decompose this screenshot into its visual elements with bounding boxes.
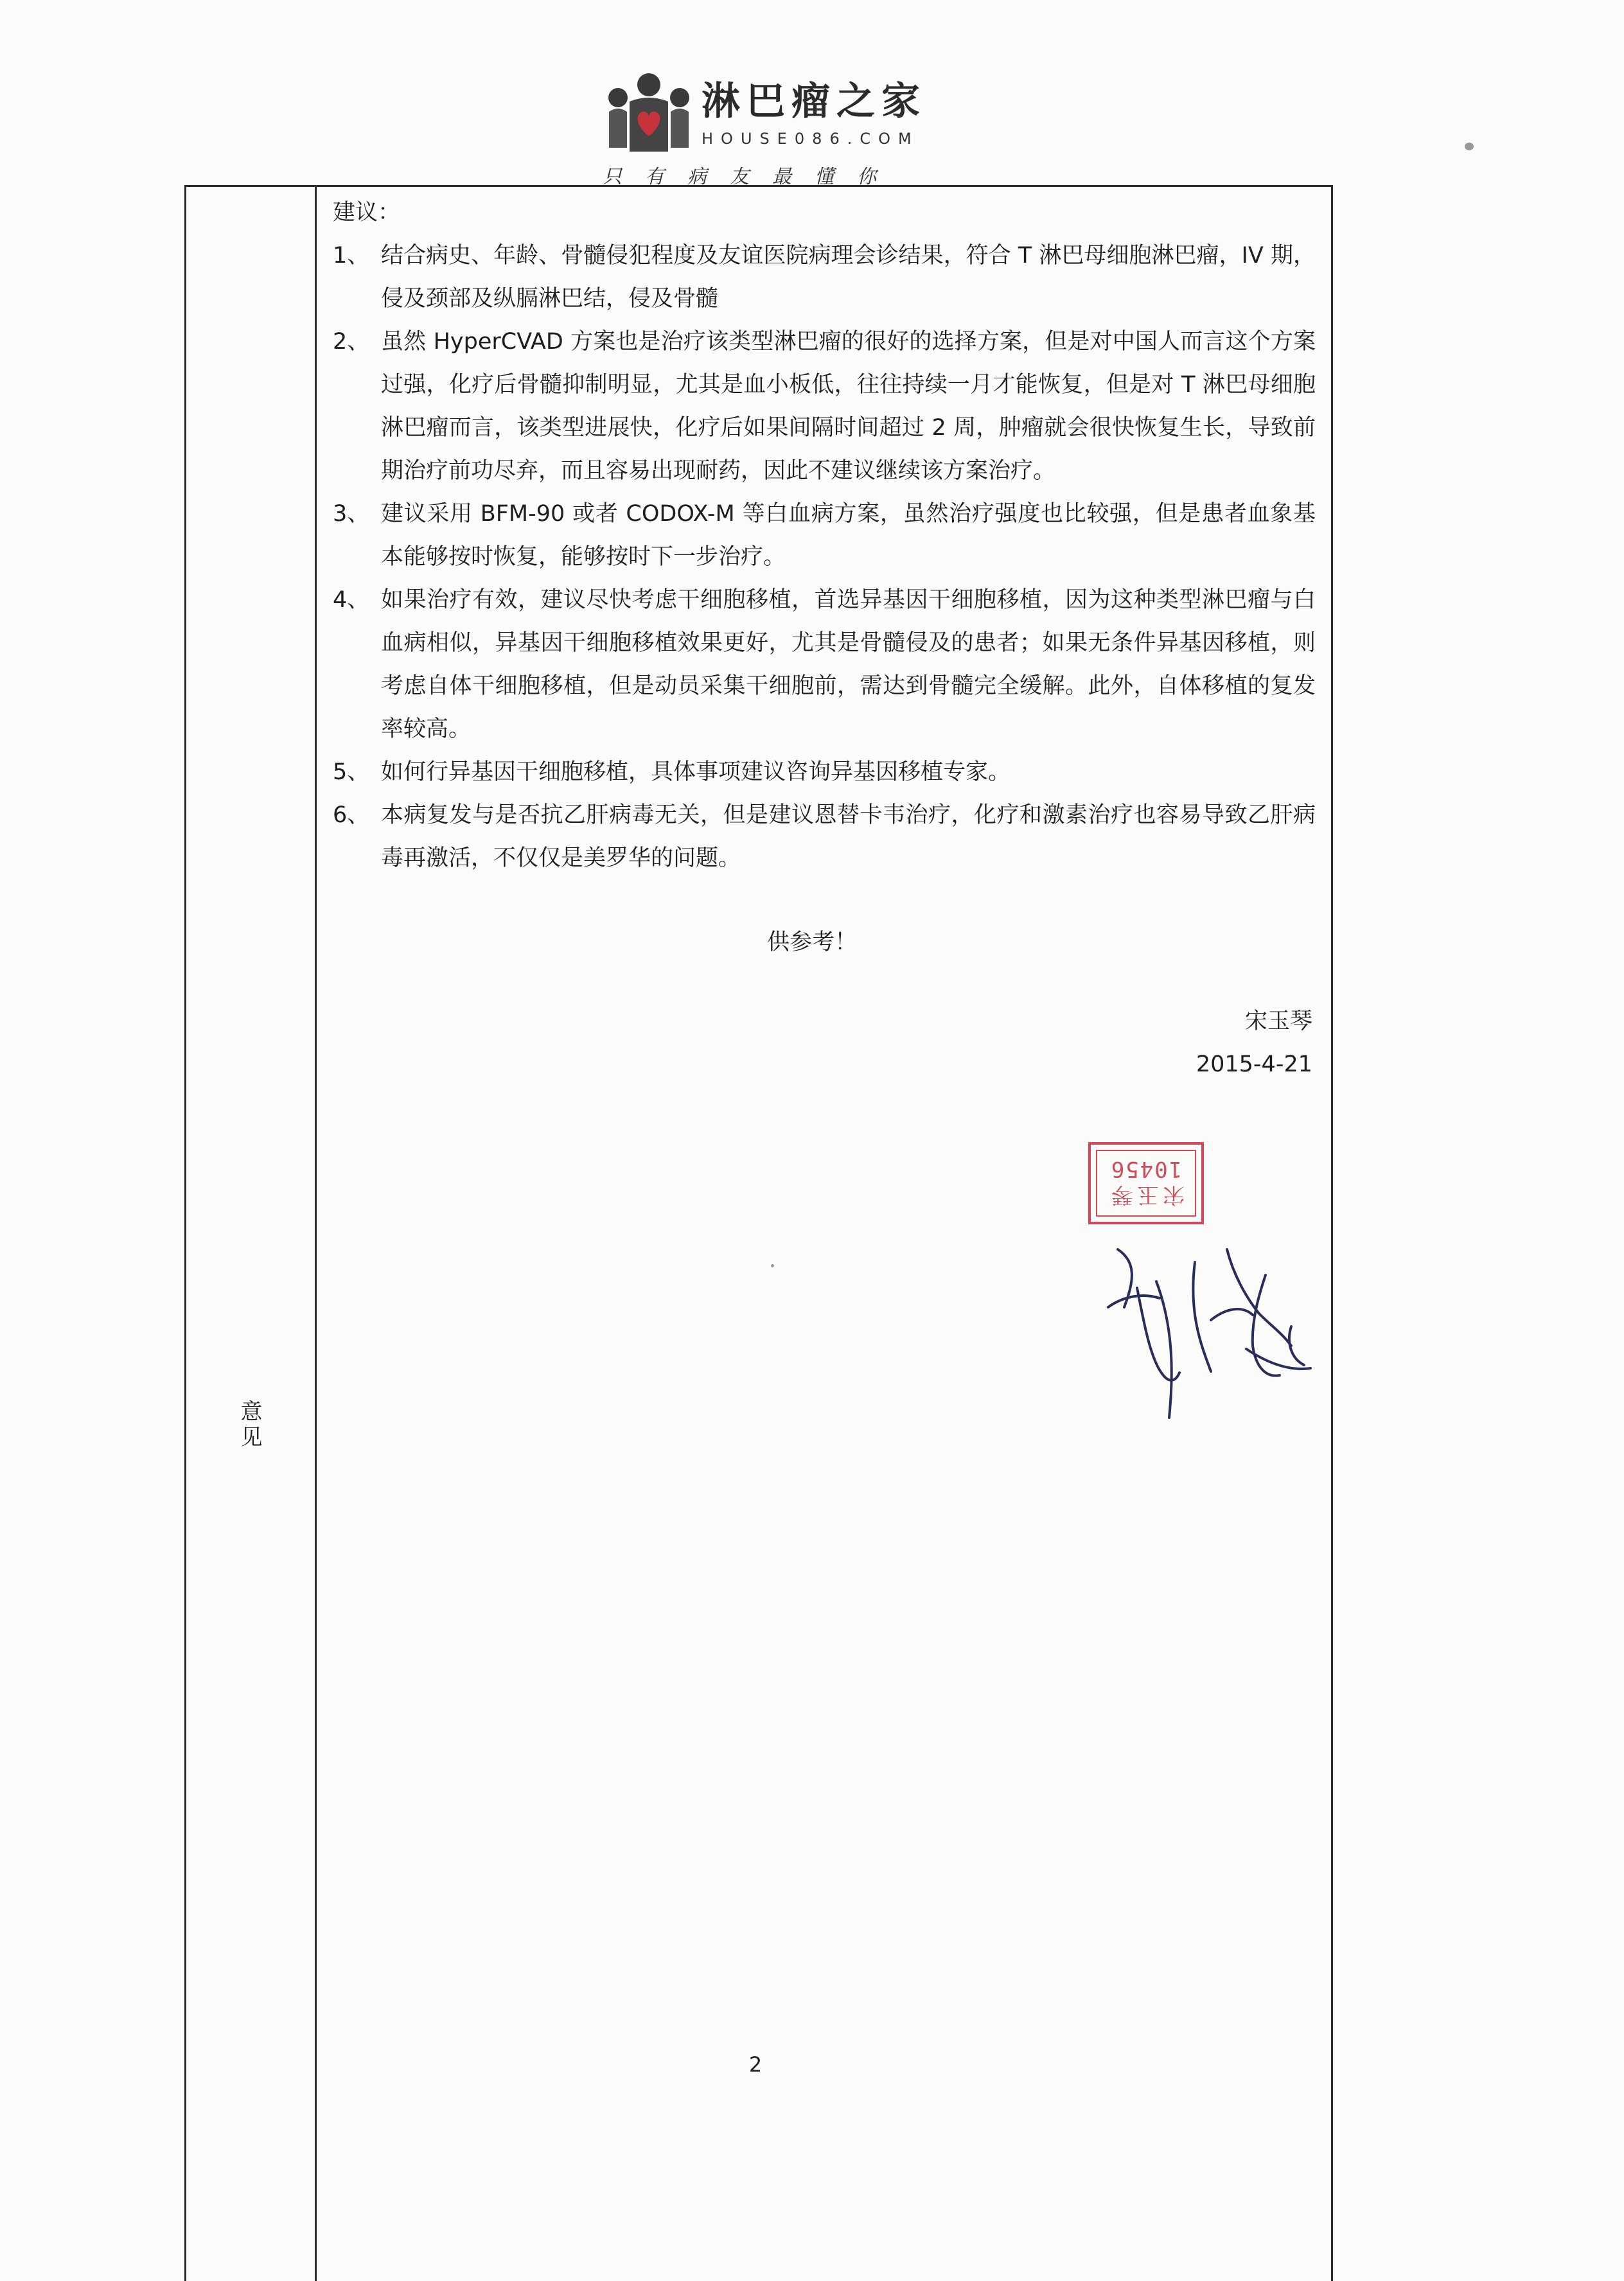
logo-domain: HOUSE086.COM	[702, 130, 919, 148]
item-number: 4、	[333, 587, 370, 613]
item-text: 建议采用 BFM-90 或者 CODOX-M 等白血病方案，虽然治疗强度也比较强，但是患者血象基本能够按时恢复，能够按时下一步治疗。	[381, 501, 1316, 570]
list-item	[333, 234, 1316, 321]
item-number: 1、	[333, 243, 370, 269]
item-text: 虽然 HyperCVAD 方案也是治疗该类型淋巴瘤的很好的选择方案，但是对中国人而言这个方案过强，化疗后骨髓抑制明显，尤其是血小板低，往往持续一月才能恢复，但是对 T 淋巴母细胞淋巴瘤而言，该类型进展快，化疗后如果间隔时间超过 2 周，肿瘤就会很快恢复生长，导致前期治疗前功尽弃，而且容易出现耐药，因此不建议继续该方案治疗。	[381, 329, 1316, 484]
item-text: 如何行异基因干细胞移植，具体事项建议咨询异基因移植专家。	[381, 759, 1011, 785]
opinion-content	[333, 191, 1316, 1086]
stamp-code: 10456	[1109, 1156, 1183, 1182]
logo-slogan: 只有病友最懂你	[603, 166, 899, 188]
doctor-seal-stamp	[1088, 1142, 1204, 1224]
scan-speck	[771, 1264, 774, 1267]
page-number: 2	[748, 2052, 763, 2077]
row-label: 意见	[236, 1400, 262, 1451]
column-divider	[315, 187, 317, 2281]
item-text: 本病复发与是否抗乙肝病毒无关，但是建议恩替卡韦治疗，化疗和激素治疗也容易导致乙肝病毒再激活，不仅仅是美罗华的问题。	[381, 802, 1316, 871]
list-item	[333, 579, 1316, 751]
stamp-name: 宋玉琴	[1108, 1182, 1185, 1208]
item-number: 2、	[333, 329, 370, 355]
logo-title: 淋巴瘤之家	[702, 79, 926, 124]
item-text: 如果治疗有效，建议尽快考虑干细胞移植，首选异基因干细胞移植，因为这种类型淋巴瘤与白血病相似，异基因干细胞移植效果更好，尤其是骨髓侵及的患者；如果无条件异基因移植，则考虑自体干细胞移植，但是动员采集干细胞前，需达到骨髓完全缓解。此外，自体移植的复发率较高。	[381, 587, 1316, 742]
item-number: 6、	[333, 802, 370, 828]
signature-date: 2015-4-21	[1196, 1052, 1312, 1077]
list-item	[333, 321, 1316, 493]
closing-remark: 供参考！	[766, 929, 857, 955]
list-item	[333, 493, 1316, 579]
list-item	[333, 751, 1316, 794]
signer-name: 宋玉琴	[1244, 1008, 1312, 1034]
people-heart-icon	[604, 72, 694, 155]
site-logo	[604, 71, 938, 193]
list-item	[333, 794, 1316, 880]
item-number: 5、	[333, 759, 370, 785]
scan-speck	[1465, 143, 1474, 150]
section-heading: 建议：	[333, 200, 401, 225]
item-text: 结合病史、年龄、骨髓侵犯程度及友谊医院病理会诊结果，符合 T 淋巴母细胞淋巴瘤，IV 期，侵及颈部及纵膈淋巴结，侵及骨髓	[381, 243, 1316, 312]
item-number: 3、	[333, 501, 370, 527]
handwritten-signature	[1099, 1237, 1323, 1429]
